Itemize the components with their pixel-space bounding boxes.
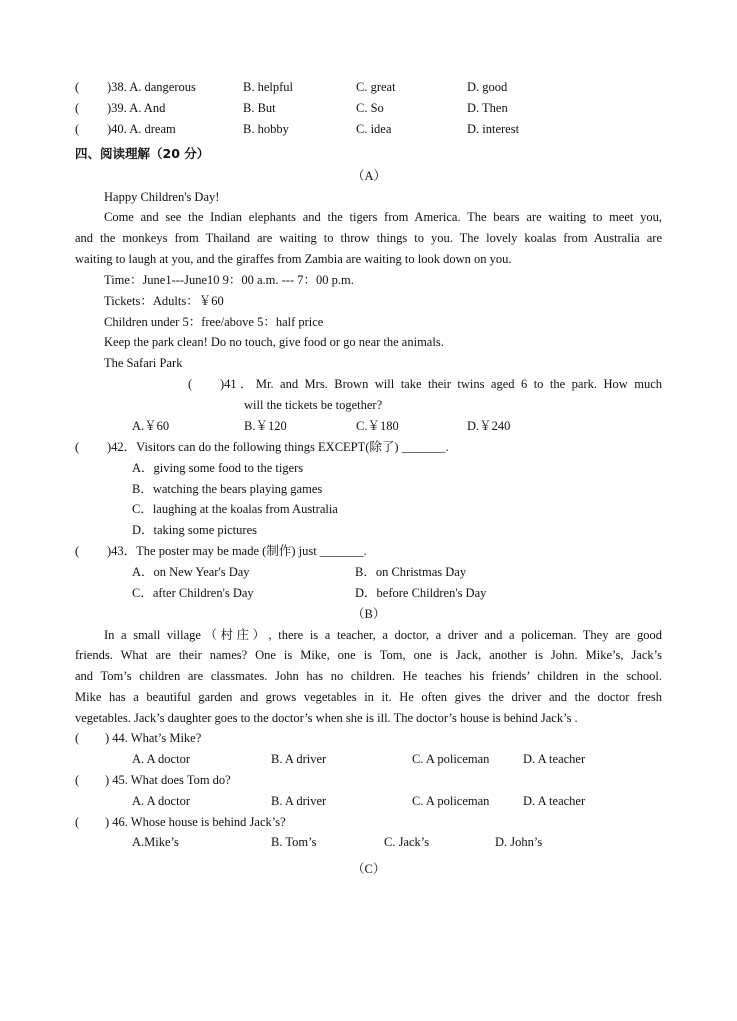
q39-option-d: D. Then	[467, 101, 508, 115]
poster-rules: Keep the park clean! Do no touch, give food or go near the animals.	[104, 335, 444, 349]
poster-children-price: Children under 5：free/above 5：half price	[104, 315, 324, 329]
q44-option-a: A. A doctor	[132, 752, 190, 766]
q39-option-c: C. So	[356, 101, 384, 115]
q46-option-c: C. Jack’s	[384, 835, 430, 849]
q40-option-c: C. idea	[356, 122, 392, 136]
passage-a-line-2: and the monkeys from Thailand are waiting to throw things to you. The lovely koalas from Australia are	[75, 231, 662, 245]
q46-option-b: B. Tom’s	[271, 835, 317, 849]
q45-option-a: A. A doctor	[132, 794, 190, 808]
poster-tickets: Tickets：Adults：￥60	[104, 294, 224, 308]
q46-paren: (	[75, 815, 80, 829]
passage-b-line-2: friends. What are their names? One is Mike, one is Tom, one is Jack, another is John. Mike’s, Jack’s	[75, 648, 662, 662]
q44-paren: (	[75, 731, 80, 745]
q42-stem: )42．Visitors can do the following things EXCEPT(除了) _______.	[107, 440, 449, 454]
q42-option-c: C．laughing at the koalas from Australia	[132, 502, 338, 516]
q41-option-d: D.￥240	[467, 419, 511, 433]
q40-option-b: B. hobby	[243, 122, 289, 136]
section-heading-reading: 四、阅读理解（20 分）	[75, 146, 210, 161]
q45-paren: (	[75, 773, 80, 787]
poster-sign: The Safari Park	[104, 356, 183, 370]
part-a-label: （A）	[352, 169, 387, 183]
q45-option-d: D. A teacher	[523, 794, 586, 808]
q44-option-c: C. A policeman	[412, 752, 490, 766]
q41-stem-line-1: )41．Mr. and Mrs. Brown will take their twins aged 6 to the park. How much	[220, 377, 662, 391]
q46-option-d: D. John’s	[495, 835, 543, 849]
part-b-label: （B）	[352, 607, 386, 621]
q41-option-c: C.￥180	[356, 419, 399, 433]
q43-stem: )43．The poster may be made (制作) just _______.	[107, 544, 367, 558]
passage-b-line-3: and Tom’s children are classmates. John has no children. He teaches his friends’ children in the school.	[75, 669, 662, 683]
q42-option-a: A．giving some food to the tigers	[132, 461, 304, 475]
passage-b-line-1: In a small village（村庄）, there is a teacher, a doctor, a driver and a policeman. They are good	[104, 628, 662, 642]
q41-paren: (	[188, 377, 193, 391]
q38-option-b: B. helpful	[243, 80, 293, 94]
q44-stem: ) 44. What’s Mike?	[105, 731, 202, 745]
q43-option-c: C．after Children's Day	[132, 586, 254, 600]
q45-option-c: C. A policeman	[412, 794, 490, 808]
q45-option-b: B. A driver	[271, 794, 327, 808]
q41-stem-line-2: will the tickets be together?	[244, 398, 383, 412]
q39-option-b: B. But	[243, 101, 276, 115]
q40-paren: (	[75, 122, 80, 136]
q38-option-c: C. great	[356, 80, 396, 94]
q41-option-b: B.￥120	[244, 419, 287, 433]
passage-b-line-5: vegetables. Jack’s daughter goes to the doctor’s when she is ill. The doctor’s house is behind Jack’s .	[75, 711, 578, 725]
q43-option-a: A．on New Year's Day	[132, 565, 250, 579]
q45-stem: ) 45. What does Tom do?	[105, 773, 231, 787]
q38-option-d: D. good	[467, 80, 508, 94]
q42-option-b: B．watching the bears playing games	[132, 482, 323, 496]
passage-b-line-4: Mike has a beautiful garden and grows vegetables in it. He often gives the driver and the doctor fresh	[75, 690, 662, 704]
q40-option-d: D. interest	[467, 122, 520, 136]
q46-option-a: A.Mike’s	[132, 835, 179, 849]
q43-option-d: D．before Children's Day	[355, 586, 487, 600]
q39-stem-option-a: )39. A. And	[107, 101, 166, 115]
poster-title: Happy Children's Day!	[104, 190, 220, 204]
passage-a-line-1: Come and see the Indian elephants and the tigers from America. The bears are waiting to meet you,	[104, 210, 662, 224]
q42-paren: (	[75, 440, 80, 454]
passage-a-line-3: waiting to laugh at you, and the giraffes from Zambia are waiting to look down on you.	[75, 252, 512, 266]
q43-paren: (	[75, 544, 80, 558]
q38-stem-option-a: )38. A. dangerous	[107, 80, 196, 94]
q44-option-d: D. A teacher	[523, 752, 586, 766]
part-c-label: （C）	[352, 862, 386, 876]
q38-paren: (	[75, 80, 80, 94]
q41-option-a: A.￥60	[132, 419, 170, 433]
q43-option-b: B．on Christmas Day	[355, 565, 467, 579]
q46-stem: ) 46. Whose house is behind Jack’s?	[105, 815, 286, 829]
q39-paren: (	[75, 101, 80, 115]
poster-time: Time：June1---June10 9：00 a.m. --- 7：00 p.m.	[104, 273, 354, 287]
q44-option-b: B. A driver	[271, 752, 327, 766]
q40-stem-option-a: )40. A. dream	[107, 122, 176, 136]
q42-option-d: D．taking some pictures	[132, 523, 257, 537]
